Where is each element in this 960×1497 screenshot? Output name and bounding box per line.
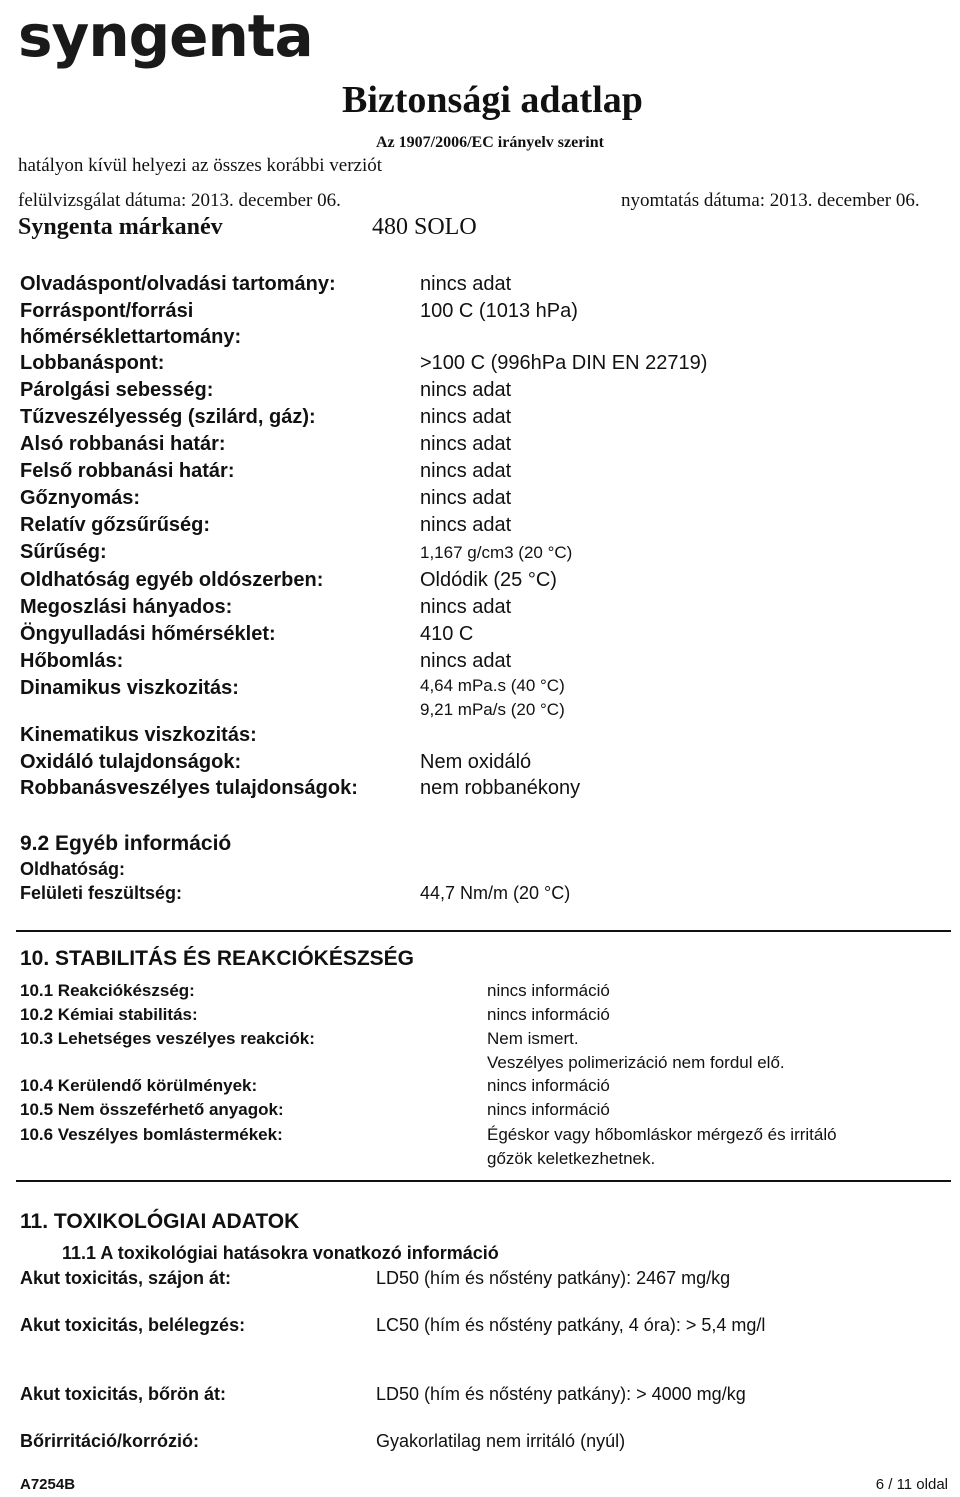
prop-label: Felső robbanási határ: (20, 460, 235, 482)
prop-value: >100 C (996hPa DIN EN 22719) (420, 352, 708, 374)
prop-label: Tűzveszélyesség (szilárd, gáz): (20, 406, 316, 428)
section-10-value: Nem ismert. (487, 1029, 579, 1048)
prop-value: nincs adat (420, 596, 512, 618)
prop-label: Hőbomlás: (20, 650, 124, 672)
tox-value: LD50 (hím és nőstény patkány): > 4000 mg/kg (376, 1384, 746, 1404)
print-date: nyomtatás dátuma: 2013. december 06. (621, 190, 920, 211)
section-9-2-heading: 9.2 Egyéb információ (20, 832, 232, 855)
prop-value: 4,64 mPa.s (40 °C) (420, 676, 565, 695)
document-code: A7254B (20, 1476, 76, 1493)
prop-value: 100 C (1013 hPa) (420, 300, 578, 322)
section-10-value: nincs információ (487, 981, 610, 1000)
section-10-label: 10.4 Kerülendő körülmények: (20, 1076, 258, 1095)
section-10-value: nincs információ (487, 1005, 610, 1024)
prop-value: nincs adat (420, 460, 512, 482)
section-11-heading: 11. TOXIKOLÓGIAI ADATOK (20, 1210, 300, 1233)
prop-value: nincs adat (420, 514, 512, 536)
section-11-1-subheading: 11.1 A toxikológiai hatásokra vonatkozó információ (62, 1243, 499, 1263)
prop-value: 1,167 g/cm3 (20 °C) (420, 543, 573, 562)
prop-label: Oldhatóság egyéb oldószerben: (20, 569, 324, 591)
prop-label: Kinematikus viszkozitás: (20, 724, 257, 746)
tox-value: Gyakorlatilag nem irritáló (nyúl) (376, 1431, 626, 1451)
section-10-value: Égéskor vagy hőbomláskor mérgező és irritáló (487, 1125, 837, 1144)
prop-value: nincs adat (420, 650, 512, 672)
section-10-label: 10.2 Kémiai stabilitás: (20, 1005, 198, 1024)
section-10-value: nincs információ (487, 1076, 610, 1095)
supersedes-note: hatályon kívül helyezi az összes korábbi verziót (18, 155, 383, 176)
prop-value: 9,21 mPa/s (20 °C) (420, 700, 565, 719)
tox-label: Bőrirritáció/korrózió: (20, 1431, 200, 1451)
prop-value: nincs adat (420, 273, 512, 295)
prop-value: nem robbanékony (420, 777, 581, 799)
prop-label: Öngyulladási hőmérséklet: (20, 623, 276, 645)
prop-label: Robbanásveszélyes tulajdonságok: (20, 777, 358, 799)
surface-tension-label: Felületi feszültség: (20, 883, 183, 903)
section-10-value: nincs információ (487, 1100, 610, 1119)
prop-label: Relatív gőzsűrűség: (20, 514, 211, 536)
revision-date: felülvizsgálat dátuma: 2013. december 06. (18, 190, 341, 211)
surface-tension-value: 44,7 Nm/m (20 °C) (420, 883, 571, 903)
prop-value: Nem oxidáló (420, 751, 532, 773)
section-divider (16, 1180, 951, 1182)
prop-value: Oldódik (25 °C) (420, 569, 557, 591)
prop-value: nincs adat (420, 433, 512, 455)
prop-value: 410 C (420, 623, 474, 645)
prop-label: hőmérséklettartomány: (20, 326, 242, 348)
section-10-value: Veszélyes polimerizáció nem fordul elő. (487, 1053, 785, 1072)
prop-value: nincs adat (420, 487, 512, 509)
brand-label: Syngenta márkanév (18, 214, 223, 240)
solubility-label: Oldhatóság: (20, 859, 126, 879)
section-10-value: gőzök keletkezhetnek. (487, 1149, 656, 1168)
prop-label: Dinamikus viszkozitás: (20, 677, 239, 699)
prop-label: Párolgási sebesség: (20, 379, 214, 401)
tox-value: LD50 (hím és nőstény patkány): 2467 mg/kg (376, 1268, 731, 1288)
tox-label: Akut toxicitás, szájon át: (20, 1268, 232, 1288)
prop-label: Forráspont/forrási (20, 300, 194, 322)
prop-label: Megoszlási hányados: (20, 596, 233, 618)
prop-label: Lobbanáspont: (20, 352, 165, 374)
section-10-label: 10.3 Lehetséges veszélyes reakciók: (20, 1029, 315, 1048)
prop-value: nincs adat (420, 379, 512, 401)
document-subtitle: Az 1907/2006/EC irányelv szerint (376, 134, 604, 151)
tox-label: Akut toxicitás, belélegzés: (20, 1315, 246, 1335)
prop-label: Gőznyomás: (20, 487, 141, 509)
section-10-label: 10.6 Veszélyes bomlástermékek: (20, 1125, 283, 1144)
prop-value: nincs adat (420, 406, 512, 428)
section-10-label: 10.1 Reakciókészség: (20, 981, 195, 1000)
prop-label: Alsó robbanási határ: (20, 433, 226, 455)
section-divider (16, 930, 951, 932)
tox-value: LC50 (hím és nőstény patkány, 4 óra): > 5,4 mg/l (376, 1315, 766, 1335)
syngenta-logo: syngenta (18, 2, 313, 70)
section-10-heading: 10. STABILITÁS ÉS REAKCIÓKÉSZSÉG (20, 947, 415, 970)
prop-label: Olvadáspont/olvadási tartomány: (20, 273, 336, 295)
tox-label: Akut toxicitás, bőrön át: (20, 1384, 227, 1404)
prop-label: Sűrűség: (20, 541, 107, 563)
document-title: Biztonsági adatlap (342, 79, 643, 121)
page-number: 6 / 11 oldal (875, 1476, 948, 1493)
section-10-label: 10.5 Nem összeférhető anyagok: (20, 1100, 284, 1119)
product-name: 480 SOLO (372, 214, 477, 240)
prop-label: Oxidáló tulajdonságok: (20, 751, 242, 773)
